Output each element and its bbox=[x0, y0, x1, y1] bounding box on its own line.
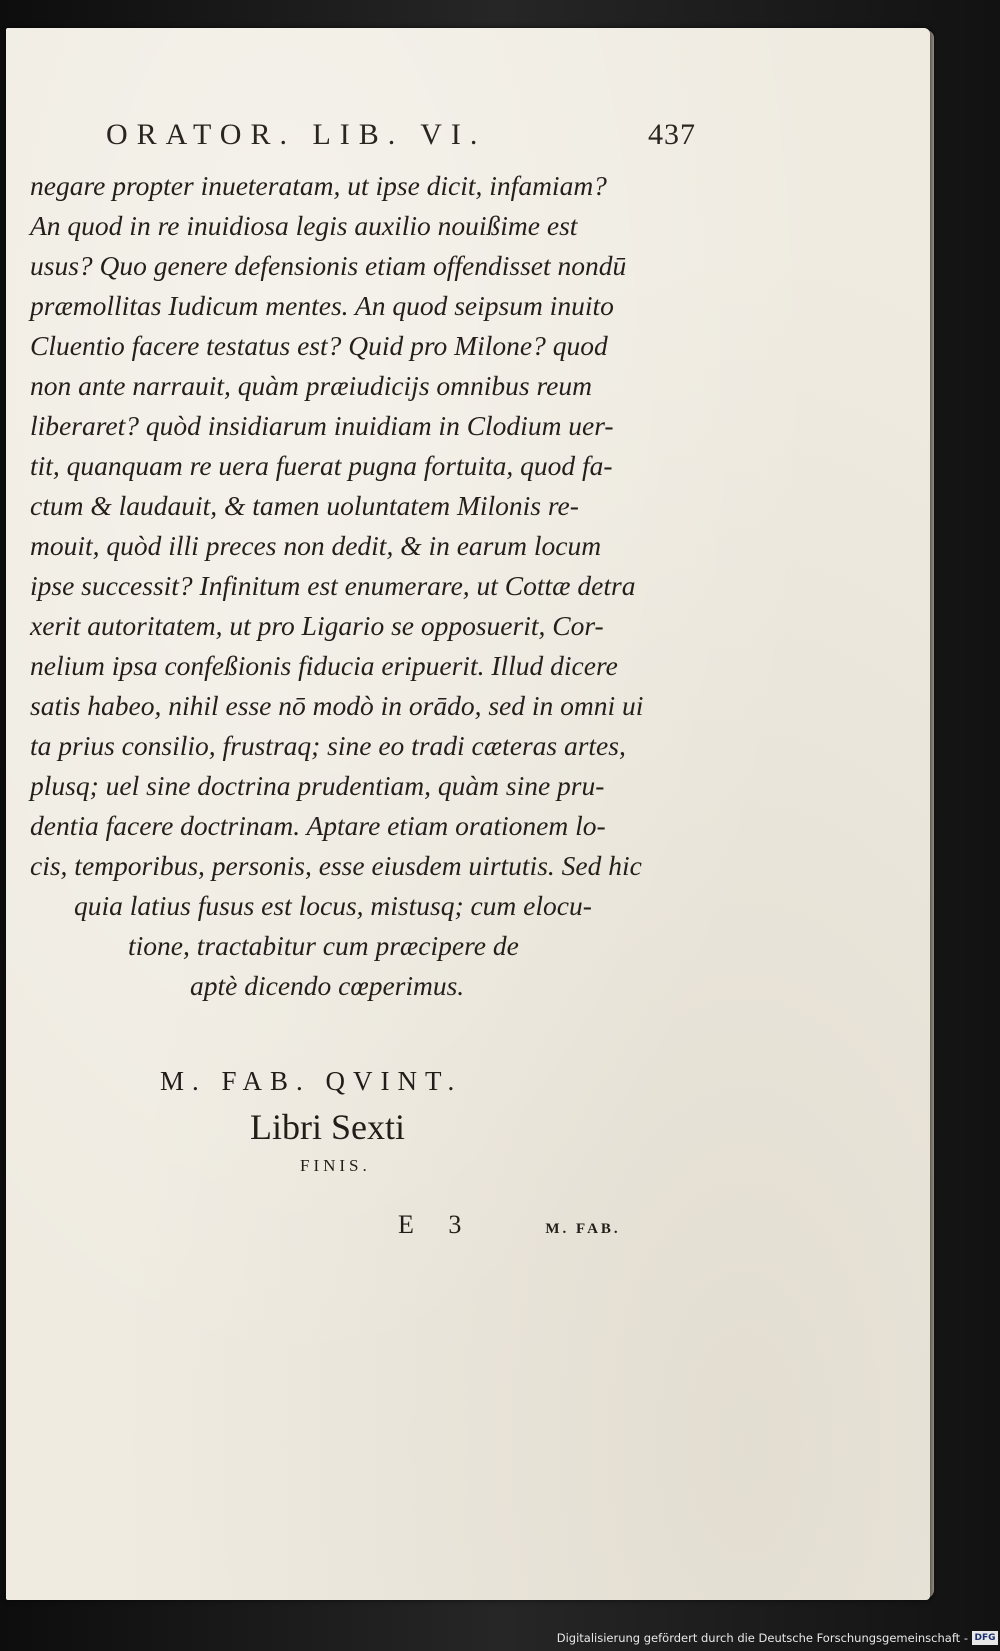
colophon bbox=[160, 1066, 580, 1176]
text-line: mouit, quòd illi preces non dedit, & in earum locum bbox=[30, 530, 602, 561]
text-line: non ante narrauit, quàm præiudicijs omnibus reum bbox=[30, 370, 592, 401]
signature-mark: E 3 bbox=[398, 1210, 476, 1239]
footer-bar bbox=[0, 1624, 1000, 1651]
text-line: tit, quanquam re uera fuerat pugna fortuita, quod fa- bbox=[30, 450, 613, 481]
catchword: M. FAB. bbox=[545, 1221, 621, 1237]
text-line: Cluentio facere testatus est? Quid pro Milone? quod bbox=[30, 330, 608, 361]
dfg-logo-icon: DFG bbox=[972, 1631, 998, 1645]
running-head-title: ORATOR. LIB. VI. bbox=[106, 118, 487, 151]
colophon-author: M. FAB. QVINT. bbox=[160, 1066, 463, 1096]
text-line: cis, temporibus, personis, esse eiusdem uirtutis. Sed hic bbox=[30, 850, 642, 881]
text-line: satis habeo, nihil esse nō modò in orādo, sed in omni ui bbox=[30, 690, 644, 721]
colophon-book-title: Libri Sexti bbox=[250, 1107, 405, 1147]
text-line: præmollitas Iudicum mentes. An quod seipsum inuito bbox=[30, 290, 614, 321]
text-line: ctum & laudauit, & tamen uoluntatem Milonis re- bbox=[30, 490, 579, 521]
text-line: tione, tractabitur cum præcipere de bbox=[128, 930, 519, 961]
body-text bbox=[30, 166, 690, 1006]
footer-credit: Digitalisierung gefördert durch die Deutsche Forschungsgemeinschaft - bbox=[556, 1630, 968, 1645]
text-line: liberaret? quòd insidiarum inuidiam in Clodium uer- bbox=[30, 410, 614, 441]
text-line: plusq; uel sine doctrina prudentiam, quàm sine pru- bbox=[30, 770, 605, 801]
text-line: quia latius fusus est locus, mistusq; cum elocu- bbox=[74, 890, 592, 921]
text-line: ta prius consilio, frustraq; sine eo tradi cæteras artes, bbox=[30, 730, 626, 761]
running-head bbox=[106, 118, 696, 162]
text-line: xerit autoritatem, ut pro Ligario se opposuerit, Cor- bbox=[30, 610, 604, 641]
text-line: An quod in re inuidiosa legis auxilio nouißime est bbox=[30, 210, 578, 241]
text-line: negare propter inueteratam, ut ipse dicit, infamiam? bbox=[30, 170, 607, 201]
text-line: aptè dicendo cœperimus. bbox=[190, 970, 465, 1001]
colophon-finis: FINIS. bbox=[300, 1156, 371, 1175]
text-line: nelium ipsa confeßionis fiducia eripuerit. Illud dicere bbox=[30, 650, 618, 681]
text-line: ipse successit? Infinitum est enumerare, ut Cottæ detra bbox=[30, 570, 636, 601]
text-line: usus? Quo genere defensionis etiam offendisset nondū bbox=[30, 250, 627, 281]
signature-line bbox=[398, 1210, 678, 1240]
page-number: 437 bbox=[648, 118, 696, 151]
text-line: dentia facere doctrinam. Aptare etiam orationem lo- bbox=[30, 810, 606, 841]
